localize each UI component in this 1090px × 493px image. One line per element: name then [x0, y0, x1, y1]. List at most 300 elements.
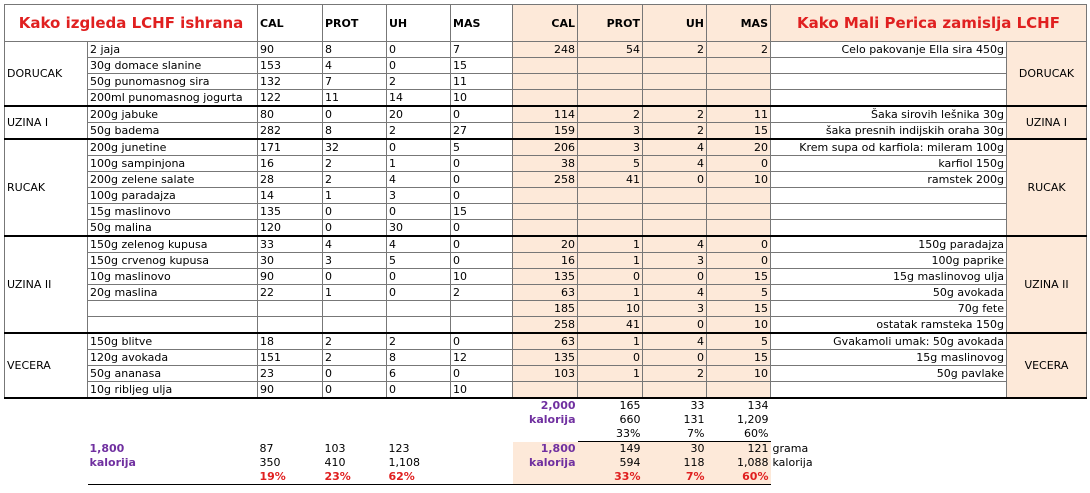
left-uh: 6: [387, 366, 451, 382]
left-cal: 30: [258, 253, 323, 269]
food-item: 30g domace slanine: [88, 58, 258, 74]
summary-cell: [5, 442, 88, 457]
right-prot: 5: [578, 156, 643, 172]
summary-cell: 7%: [643, 427, 707, 442]
right-prot: 41: [578, 317, 643, 334]
right-uh: 4: [643, 333, 707, 350]
right-mas: 11: [707, 106, 771, 123]
left-mas: [451, 301, 513, 317]
left-uh: 3: [387, 188, 451, 204]
right-meal-label-dorucak: DORUCAK: [1007, 42, 1087, 107]
right-mas: 20: [707, 139, 771, 156]
col-mas: MAS: [451, 5, 513, 42]
table-row: [5, 333, 1087, 350]
left-uh: 4: [387, 172, 451, 188]
summary-cell: [323, 427, 387, 442]
summary-cell: 23%: [323, 470, 387, 485]
table-row: [5, 350, 1087, 366]
meal-label-dorucak: DORUCAK: [5, 42, 88, 107]
left-prot: 2: [323, 350, 387, 366]
left-uh: 0: [387, 58, 451, 74]
right-mas: 15: [707, 269, 771, 285]
table-row: [5, 366, 1087, 382]
summary-cell: [1007, 427, 1087, 442]
left-mas: 10: [451, 90, 513, 107]
right-mas: 0: [707, 253, 771, 269]
left-prot: 11: [323, 90, 387, 107]
left-cal: 132: [258, 74, 323, 90]
right-uh: [643, 382, 707, 399]
summary-row: [5, 413, 1087, 427]
table-row: [5, 204, 1087, 220]
left-uh: 5: [387, 253, 451, 269]
left-uh: 0: [387, 42, 451, 58]
right-mas: 10: [707, 366, 771, 382]
left-prot: 0: [323, 204, 387, 220]
summary-cell: [258, 427, 323, 442]
right-title: Kako Mali Perica zamislja LCHF: [771, 5, 1087, 42]
summary-row: [5, 427, 1087, 442]
left-mas: 10: [451, 382, 513, 399]
left-mas: 0: [451, 236, 513, 253]
left-prot: 4: [323, 236, 387, 253]
right-cal: 135: [513, 350, 578, 366]
table-row: [5, 123, 1087, 140]
left-uh: 0: [387, 269, 451, 285]
right-cal: [513, 90, 578, 107]
left-prot: 8: [323, 123, 387, 140]
food-item: 50g punomasnog sira: [88, 74, 258, 90]
right-prot: [578, 90, 643, 107]
left-cal: 23: [258, 366, 323, 382]
kalorija-label: kalorija: [529, 413, 576, 426]
right-uh: 2: [643, 123, 707, 140]
right-uh: 4: [643, 236, 707, 253]
left-uh: 2: [387, 74, 451, 90]
right-cal: 206: [513, 139, 578, 156]
left-title: Kako izgleda LCHF ishrana: [5, 5, 258, 42]
table-row: [5, 74, 1087, 90]
left-cal: [258, 301, 323, 317]
table-row: [5, 301, 1087, 317]
right-uh: [643, 204, 707, 220]
summary-cell: [771, 398, 1007, 413]
food-item: 150g zelenog kupusa: [88, 236, 258, 253]
left-prot: 3: [323, 253, 387, 269]
left-mas: 0: [451, 366, 513, 382]
kalorija-label: kalorija: [89, 456, 136, 469]
left-uh: 2: [387, 123, 451, 140]
left-mas: 15: [451, 58, 513, 74]
left-uh: 4: [387, 236, 451, 253]
summary-row: [5, 442, 1087, 457]
right-food-item: ostatak ramsteka 150g: [771, 317, 1007, 334]
right-meal-label-vecera: VECERA: [1007, 333, 1087, 398]
summary-cell: 121: [707, 442, 771, 457]
right-cal: [513, 220, 578, 237]
summary-cell: 134: [707, 398, 771, 413]
summary-cell: [771, 427, 1007, 442]
table-row: [5, 285, 1087, 301]
right-prot: [578, 74, 643, 90]
right-uh: 2: [643, 42, 707, 58]
summary-cell: 1,088: [707, 456, 771, 470]
summary-cell: [451, 413, 513, 427]
left-mas: 10: [451, 269, 513, 285]
right-prot: [578, 204, 643, 220]
summary-cell: [88, 427, 258, 442]
right-prot: 1: [578, 236, 643, 253]
right-food-item: 150g paradajza: [771, 236, 1007, 253]
left-mas: 0: [451, 156, 513, 172]
food-item: 200ml punomasnog jogurta: [88, 90, 258, 107]
food-item: 10g ribljeg ulja: [88, 382, 258, 399]
summary-cell: [771, 470, 1007, 485]
left-prot: 2: [323, 333, 387, 350]
rcol-mas: MAS: [707, 5, 771, 42]
summary-cell: [513, 427, 578, 442]
table-row: [5, 269, 1087, 285]
right-uh: 0: [643, 317, 707, 334]
summary-cell: 19%: [258, 470, 323, 485]
summary-cell: [387, 427, 451, 442]
col-cal: CAL: [258, 5, 323, 42]
table-row: [5, 382, 1087, 399]
summary-row: [5, 470, 1087, 485]
right-uh: [643, 58, 707, 74]
left-prot: 0: [323, 269, 387, 285]
right-food-item: [771, 58, 1007, 74]
summary-cell: 1,209: [737, 413, 769, 426]
left-uh: 1: [387, 156, 451, 172]
left-cal: 90: [258, 42, 323, 58]
right-uh: 3: [643, 253, 707, 269]
right-uh: [643, 188, 707, 204]
right-mas: 5: [707, 285, 771, 301]
right-food-item: [771, 90, 1007, 107]
right-cal: [513, 74, 578, 90]
summary-row: [5, 398, 1087, 413]
summary-cell: [5, 470, 88, 485]
summary-cell: [1007, 413, 1087, 427]
right-prot: 41: [578, 172, 643, 188]
table-row: [5, 317, 1087, 334]
right-mas: 5: [707, 333, 771, 350]
summary-cell: [258, 398, 323, 413]
right-cal: 63: [513, 333, 578, 350]
right-prot: 10: [578, 301, 643, 317]
left-uh: 0: [387, 382, 451, 399]
summary-cell: 87: [259, 441, 274, 455]
right-food-item: [771, 382, 1007, 399]
left-cal: 14: [258, 188, 323, 204]
summary-cell: [1007, 470, 1087, 485]
right-uh: [643, 90, 707, 107]
meal-label-uzina1: UZINA I: [5, 106, 88, 139]
right-food-item: 15g maslinovog ulja: [771, 269, 1007, 285]
left-uh: 14: [387, 90, 451, 107]
table-row: [5, 106, 1087, 123]
left-prot: 0: [323, 220, 387, 237]
right-meal-label-uzina1: UZINA I: [1007, 106, 1087, 139]
summary-cell: [323, 398, 387, 413]
food-item: 200g jabuke: [88, 106, 258, 123]
right-prot: 0: [578, 350, 643, 366]
right-cal: 258: [513, 317, 578, 334]
meal-label-vecera: VECERA: [5, 333, 88, 398]
right-prot: 1: [578, 285, 643, 301]
right-mas: 10: [707, 317, 771, 334]
right-food-item: 15g maslinovog: [771, 350, 1007, 366]
right-food-item: 50g avokada: [771, 285, 1007, 301]
food-item: 150g blitve: [88, 333, 258, 350]
table-row: [5, 42, 1087, 58]
right-cal: [513, 58, 578, 74]
left-prot: 4: [323, 58, 387, 74]
kalorija-label: kalorija: [513, 456, 578, 470]
left-prot: 32: [323, 139, 387, 156]
summary-cell: [513, 470, 578, 485]
summary-cell: [5, 413, 88, 427]
summary-cell: 30: [643, 442, 707, 457]
left-mas: 0: [451, 172, 513, 188]
left-prot: 0: [323, 382, 387, 399]
right-cal: [513, 204, 578, 220]
left-cal: 151: [258, 350, 323, 366]
left-cal: 28: [258, 172, 323, 188]
summary-cell: 60%: [707, 470, 771, 485]
summary-cell: [1007, 398, 1087, 413]
right-food-item: 100g paprike: [771, 253, 1007, 269]
right-mas: [707, 188, 771, 204]
table-row: [5, 139, 1087, 156]
right-prot: 1: [578, 366, 643, 382]
table-row: [5, 90, 1087, 107]
left-cal: [258, 317, 323, 334]
summary-cell: [451, 456, 513, 470]
right-mas: 2: [707, 42, 771, 58]
table-row: [5, 253, 1087, 269]
food-item: [88, 301, 258, 317]
left-cal: 90: [258, 269, 323, 285]
right-cal: [513, 382, 578, 399]
summary-cell: [771, 413, 1007, 427]
left-mas: 0: [451, 220, 513, 237]
right-food-item: Celo pakovanje Ella sira 450g: [771, 42, 1007, 58]
summary-cell: [5, 427, 88, 442]
table-row: [5, 236, 1087, 253]
right-cal: 63: [513, 285, 578, 301]
left-cal: 16: [258, 156, 323, 172]
summary-cell: 60%: [707, 427, 771, 442]
left-cal: 171: [258, 139, 323, 156]
right-prot: 3: [578, 123, 643, 140]
right-uh: 4: [643, 285, 707, 301]
left-prot: 8: [323, 42, 387, 58]
table-row: [5, 188, 1087, 204]
right-cal: 248: [513, 42, 578, 58]
right-cal: 258: [513, 172, 578, 188]
meal-label-uzina2: UZINA II: [5, 236, 88, 333]
grama-label: grama: [772, 441, 809, 455]
right-uh: 4: [643, 139, 707, 156]
summary-cell: [88, 398, 258, 413]
right-cal: 20: [513, 236, 578, 253]
right-meal-label-rucak: RUCAK: [1007, 139, 1087, 236]
food-item: 50g malina: [88, 220, 258, 237]
left-mas: 7: [451, 42, 513, 58]
summary-cell: [1007, 456, 1087, 470]
summary-row: [5, 456, 1087, 470]
food-item: 120g avokada: [88, 350, 258, 366]
right-prot: 0: [578, 269, 643, 285]
right-prot: 1: [578, 253, 643, 269]
right-cal: 103: [513, 366, 578, 382]
left-cal: 90: [258, 382, 323, 399]
table-row: [5, 156, 1087, 172]
left-prot: 1: [323, 285, 387, 301]
food-item: 100g paradajza: [88, 188, 258, 204]
left-mas: 2: [451, 285, 513, 301]
left-mas: 5: [451, 139, 513, 156]
right-uh: 4: [643, 156, 707, 172]
summary-cell: 62%: [387, 470, 451, 485]
summary-cell: 660: [619, 413, 641, 426]
left-prot: 2: [323, 172, 387, 188]
right-uh: 0: [643, 172, 707, 188]
food-item: 2 jaja: [88, 42, 258, 58]
left-uh: 0: [387, 285, 451, 301]
kalorija-unit-label: kalorija: [772, 456, 813, 469]
right-uh: 2: [643, 106, 707, 123]
right-mas: 15: [707, 123, 771, 140]
left-cal: 18: [258, 333, 323, 350]
right-uh: 0: [643, 350, 707, 366]
right-cal: 38: [513, 156, 578, 172]
left-prot: 0: [323, 366, 387, 382]
left-mas: 12: [451, 350, 513, 366]
right-bottom-total: 1,800: [513, 442, 578, 457]
left-uh: 0: [387, 139, 451, 156]
food-item: [88, 317, 258, 334]
left-uh: 8: [387, 350, 451, 366]
right-cal: 114: [513, 106, 578, 123]
summary-cell: [5, 398, 88, 413]
right-food-item: 50g pavlake: [771, 366, 1007, 382]
right-mas: 15: [707, 350, 771, 366]
summary-cell: 350: [259, 456, 281, 469]
left-cal: 135: [258, 204, 323, 220]
left-uh: 30: [387, 220, 451, 237]
right-food-item: Gvakamoli umak: 50g avokada: [771, 333, 1007, 350]
food-item: 15g maslinovo: [88, 204, 258, 220]
left-prot: 7: [323, 74, 387, 90]
left-prot: [323, 317, 387, 334]
right-mas: 10: [707, 172, 771, 188]
summary-cell: 165: [578, 398, 643, 413]
summary-cell: 118: [643, 456, 707, 470]
right-uh: [643, 220, 707, 237]
left-prot: 0: [323, 106, 387, 123]
right-cal: 159: [513, 123, 578, 140]
table-row: [5, 220, 1087, 237]
right-food-item: ramstek 200g: [771, 172, 1007, 188]
right-food-item: [771, 204, 1007, 220]
left-cal: 122: [258, 90, 323, 107]
right-prot: [578, 188, 643, 204]
right-food-item: šaka presnih indijskih oraha 30g: [771, 123, 1007, 140]
left-uh: 2: [387, 333, 451, 350]
right-mas: [707, 58, 771, 74]
summary-cell: [258, 413, 323, 427]
summary-cell: [451, 470, 513, 485]
left-prot: [323, 301, 387, 317]
food-item: 200g junetine: [88, 139, 258, 156]
summary-cell: [387, 398, 451, 413]
right-food-item: [771, 220, 1007, 237]
right-mas: 0: [707, 156, 771, 172]
rcol-prot: PROT: [578, 5, 643, 42]
food-item: 100g sampinjona: [88, 156, 258, 172]
left-mas: 27: [451, 123, 513, 140]
left-mas: 0: [451, 188, 513, 204]
food-item: 10g maslinovo: [88, 269, 258, 285]
lchf-table: [4, 4, 1087, 485]
right-mas: [707, 74, 771, 90]
left-uh: 20: [387, 106, 451, 123]
left-uh: 0: [387, 204, 451, 220]
summary-cell: 1,108: [388, 456, 420, 469]
summary-cell: 594: [578, 456, 643, 470]
summary-cell: 131: [683, 413, 705, 426]
food-item: 20g maslina: [88, 285, 258, 301]
food-item: 50g badema: [88, 123, 258, 140]
right-prot: [578, 220, 643, 237]
left-cal: 22: [258, 285, 323, 301]
right-mas: [707, 382, 771, 399]
right-prot: 3: [578, 139, 643, 156]
right-prot: 1: [578, 333, 643, 350]
summary-cell: 33: [643, 398, 707, 413]
left-mas: 0: [451, 106, 513, 123]
right-prot: [578, 58, 643, 74]
col-prot: PROT: [323, 5, 387, 42]
right-uh: 3: [643, 301, 707, 317]
left-mas: 11: [451, 74, 513, 90]
left-total-calories: 1,800: [89, 441, 125, 455]
left-mas: [451, 317, 513, 334]
left-mas: 0: [451, 253, 513, 269]
right-mas: [707, 204, 771, 220]
right-prot: [578, 382, 643, 399]
rcol-cal: CAL: [513, 5, 578, 42]
left-mas: 15: [451, 204, 513, 220]
right-prot: 54: [578, 42, 643, 58]
right-uh: 2: [643, 366, 707, 382]
right-mas: [707, 220, 771, 237]
summary-cell: 33%: [578, 427, 643, 442]
summary-cell: 149: [578, 442, 643, 457]
summary-cell: [451, 442, 513, 457]
left-prot: 2: [323, 156, 387, 172]
right-food-item: [771, 188, 1007, 204]
left-cal: 282: [258, 123, 323, 140]
meal-label-rucak: RUCAK: [5, 139, 88, 236]
summary-cell: 123: [388, 441, 410, 455]
summary-cell: [451, 427, 513, 442]
left-uh: [387, 317, 451, 334]
right-meal-label-uzina2: UZINA II: [1007, 236, 1087, 333]
